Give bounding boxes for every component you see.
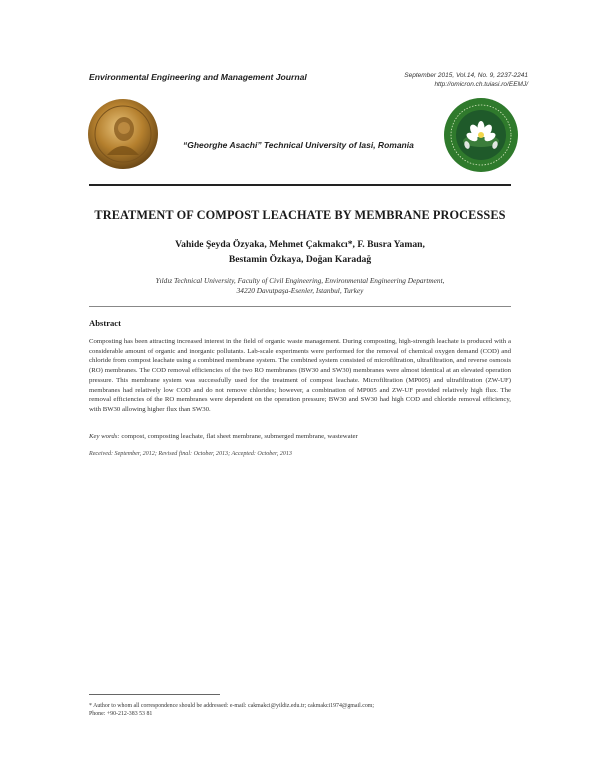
affiliation-line-2: 34220 Davutpaşa-Esenler, Istanbul, Turkey (236, 286, 364, 295)
authors (90, 237, 510, 267)
authors-line-2: Bestamin Özkaya, Doğan Karadağ (228, 254, 372, 265)
keywords-list: compost, composting leachate, flat sheet membrane, submerged membrane, wastewater (121, 433, 358, 440)
abstract-heading: Abstract (89, 318, 121, 328)
journal-url[interactable]: http://omicron.ch.tuiasi.ro/EEMJ/ (434, 81, 528, 88)
gold-medallion-logo (87, 97, 159, 171)
affiliation (90, 276, 510, 296)
authors-line-1: Vahide Şeyda Özyaka, Mehmet Çakmakcı*, F. Busra Yaman, (175, 239, 425, 250)
abstract-divider (89, 306, 511, 307)
header-divider (89, 184, 511, 186)
abstract-text: Composting has been attracting increased interest in the field of organic waste management. During composting, high-strength leachate is produced with a considerable amount of organic and inorganic pollutants. Lab-scale experiments were performed for the removal of chemical oxygen demand (COD) and chloride from compost leachate using a combined membrane system. The combined system consisted of microfiltration, ultrafiltration, and reverse osmosis (RO) membranes. The COD removal efficiencies of the two RO membranes (BW30 and SW30) membranes were almost identical at an elevated operation pressure. This membrane system was successfully used for the treatment of compost leachate. Microfiltration (MP005) and ultrafiltration (ZW-UF) membranes had relatively low COD and do not remove chlorides; however, a combination of MP005 and ZW-UF provided relatively high flux. The removal efficiencies of the RO membranes were dependent on the operation pressure; BW30 and SW30 had high COD and chloride removal efficiency, with BW30 allowing higher flux than SW30. (89, 338, 511, 413)
footnote-line-2: Phone: +90-212-383 53 81 (89, 711, 153, 718)
footnote-divider (89, 694, 220, 695)
university-name: “Gheorghe Asachi” Technical University of Iasi, Romania (183, 140, 414, 150)
journal-name: Environmental Engineering and Management Journal (89, 72, 307, 82)
footnote (89, 702, 519, 718)
received-dates: Received: September, 2012; Revised final: October, 2013; Accepted: October, 2013 (89, 451, 292, 457)
footnote-line-1: * Author to whom all correspondence should be addressed: e-mail: cakmakci@yildiz.edu.tr; cakmakci1974@gmail.com; (89, 703, 375, 709)
article-title: TREATMENT OF COMPOST LEACHATE BY MEMBRANE PROCESSES (94, 208, 506, 222)
issue-line: September 2015, Vol.14, No. 9, 2237-2241 (404, 72, 528, 79)
issue-info (404, 71, 528, 89)
keywords (89, 433, 511, 440)
affiliation-line-1: Yıldız Technical University, Faculty of Civil Engineering, Environmental Engineering Department, (155, 276, 445, 285)
keywords-label: Key words: (89, 433, 120, 440)
green-seal-logo (443, 97, 519, 173)
